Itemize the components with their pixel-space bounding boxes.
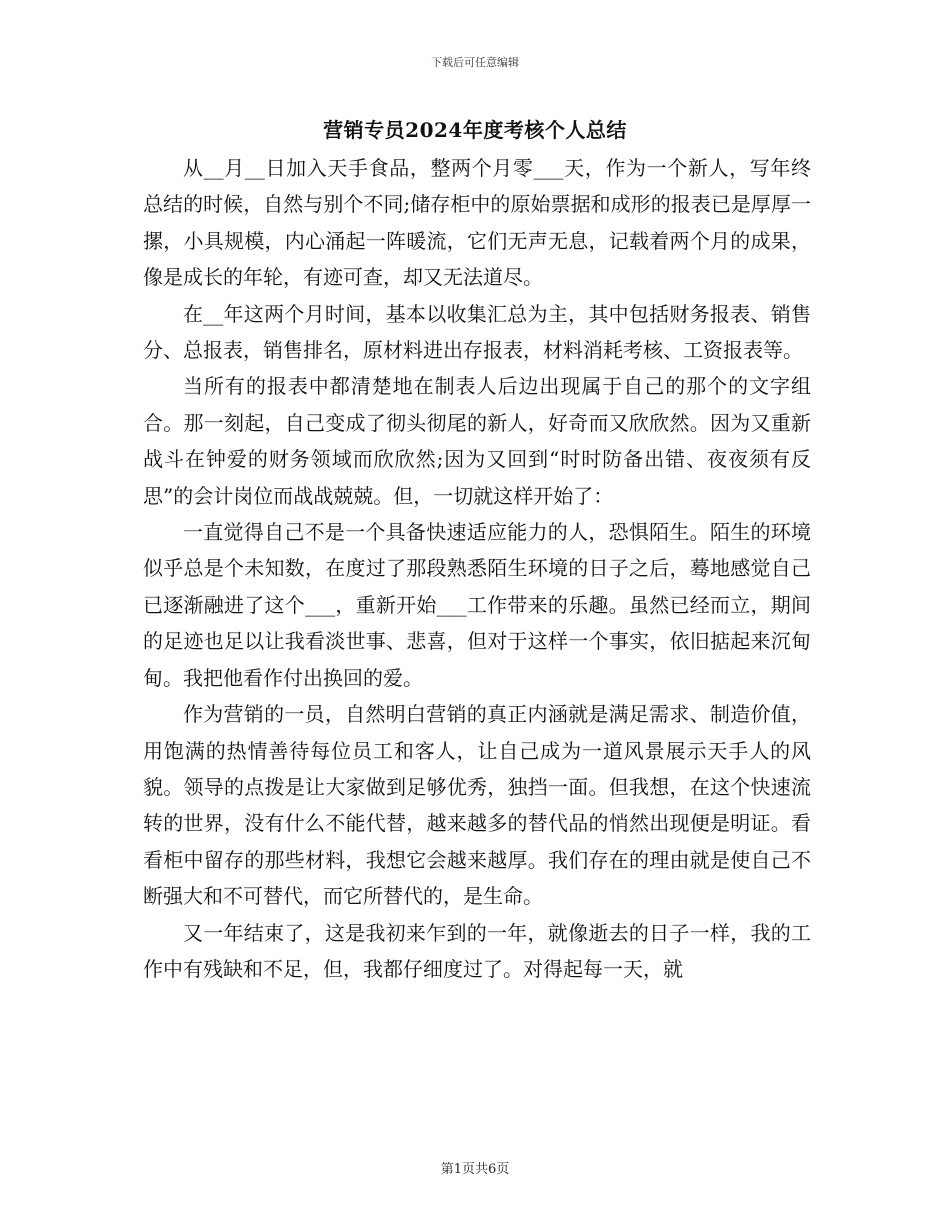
- page-number: 第1页共6页: [440, 1162, 510, 1177]
- paragraph: 又一年结束了，这是我初来乍到的一年，就像逝去的日子一样，我的工作中有残缺和不足，但，我都仔细度过了。对得起每一天，就: [143, 920, 811, 981]
- paragraph: 在__年这两个月时间，基本以收集汇总为主，其中包括财务报表、销售分、总报表，销售排名，原材料进出存报表，材料消耗考核、工资报表等。: [143, 301, 811, 363]
- page-header-note: 下载后可任意编辑: [431, 56, 519, 69]
- paragraph: 从__月__日加入天手食品，整两个月零___天，作为一个新人，写年终总结的时候，自然与别个不同;储存柜中的原始票据和成形的报表已是厚厚一摞，小具规模，内心涌起一阵暖流，它们无声无息，记载着两个月的成果，像是成长的年轮，有迹可查，却又无法道尽。: [143, 156, 811, 290]
- document-title: 营销专员2024年度考核个人总结: [323, 118, 627, 142]
- paragraph: 一直觉得自己不是一个具备快速适应能力的人，恐惧陌生。陌生的环境似乎总是个未知数，在度过了那段熟悉陌生环境的日子之后，蓦地感觉自己已逐渐融进了这个___，重新开始___工作带来的乐趣。虽然已经而立，期间的足迹也足以让我看淡世事、悲喜，但对于这样一个事实，依旧掂起来沉甸甸。我把他看作付出换回的爱。: [143, 520, 811, 690]
- paragraph: 作为营销的一员，自然明白营销的真正内涵就是满足需求、制造价值，用饱满的热情善待每位员工和客人，让自己成为一道风景展示天手人的风貌。领导的点拨是让大家做到足够优秀，独挡一面。但我想，在这个快速流转的世界，没有什么不能代替，越来越多的替代品的悄然出现便是明证。看看柜中留存的那些材料，我想它会越来越厚。我们存在的理由就是使自己不断强大和不可替代，而它所替代的，是生命。: [143, 702, 811, 909]
- paragraph: 当所有的报表中都清楚地在制表人后边出现属于自己的那个的文字组合。那一刻起，自己变成了彻头彻尾的新人，好奇而又欣欣然。因为又重新战斗在钟爱的财务领域而欣欣然;因为又回到“时时防备出错、夜夜须有反思”的会计岗位而战战兢兢。但，一切就这样开始了：: [143, 374, 811, 508]
- document-body: [143, 150, 811, 987]
